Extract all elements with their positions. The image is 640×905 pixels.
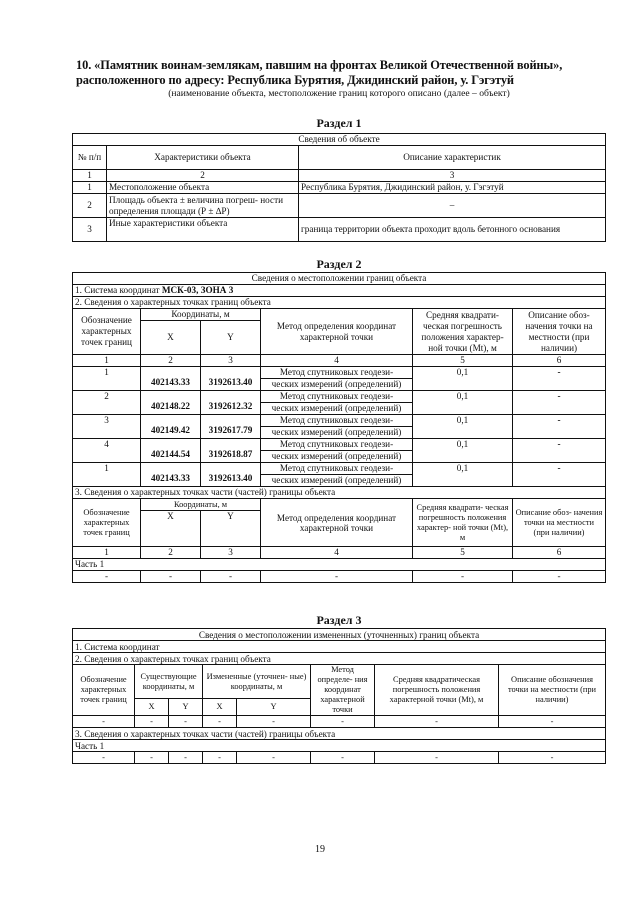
part-cell: - — [375, 752, 499, 764]
section3-table — [72, 628, 606, 764]
index-cell: 6 — [513, 355, 606, 367]
existing-coords-header: Существующие координаты, м — [135, 665, 203, 699]
part-cell: - — [513, 571, 606, 583]
point-method-line2: ческих измерений (определений) — [261, 402, 412, 414]
point-description: - — [513, 415, 606, 439]
section1-table — [72, 133, 606, 242]
changed-coords-header: Измененные (уточнен- ные) координаты, м — [203, 665, 311, 699]
point-number: 1 — [73, 367, 141, 391]
coordinate-system-label: 1. Система координат — [73, 641, 606, 653]
part-cell: - — [237, 752, 311, 764]
x-header: X — [141, 511, 201, 547]
point-number: 1 — [73, 463, 141, 487]
point-x: 402143.33 — [141, 367, 201, 391]
table-row — [73, 463, 606, 487]
cell: - — [203, 716, 237, 728]
part-cell: - — [413, 571, 513, 583]
col-description-header: Описание характеристик — [299, 146, 606, 170]
row-characteristic: Иные характеристики объекта — [107, 218, 299, 242]
table-row — [73, 391, 606, 415]
description-header: Описание обоз- начения точки на местности (при наличии) — [513, 309, 606, 355]
coordinate-system-value: МСК-03, ЗОНА 3 — [161, 285, 234, 295]
point-y: 3192618.87 — [201, 439, 261, 463]
table-row — [73, 716, 606, 728]
point-number: 4 — [73, 439, 141, 463]
coordinates-header: Координаты, м — [141, 309, 261, 321]
row-characteristic: Местоположение объекта — [107, 182, 299, 194]
point-error: 0,1 — [413, 463, 513, 487]
point-description: - — [513, 463, 606, 487]
designation-header: Обозначение характерных точек границ — [73, 309, 141, 355]
method-header: Метод определения координат характерной точки — [261, 309, 413, 355]
part-cell: - — [311, 752, 375, 764]
part-cell: - — [141, 571, 201, 583]
point-method-line2: ческих измерений (определений) — [261, 474, 412, 486]
row-description: – — [299, 194, 606, 218]
description-header: Описание обоз- начения точки на местности (при наличии) — [513, 499, 606, 547]
index-cell: 2 — [107, 170, 299, 182]
cell: - — [169, 716, 203, 728]
error-header: Средняя квадрати- ческая погрешность положения характер- ной точки (Mt), м — [413, 309, 513, 355]
point-method-line1: Метод спутниковых геодези- — [279, 391, 394, 401]
col-characteristics-header: Характеристики объекта — [107, 146, 299, 170]
section1-title: Раздел 1 — [316, 116, 362, 130]
table-row — [73, 752, 606, 764]
point-error: 0,1 — [413, 367, 513, 391]
part-cell: - — [169, 752, 203, 764]
index-cell: 2 — [141, 547, 201, 559]
coordinate-system-label: 1. Система координат — [75, 285, 160, 295]
point-y: 3192612.32 — [201, 391, 261, 415]
index-cell: 3 — [200, 355, 260, 366]
point-number: 3 — [73, 415, 141, 439]
part-label: Часть 1 — [73, 740, 606, 752]
index-cell — [141, 355, 261, 367]
point-method-line1: Метод спутниковых геодези- — [279, 439, 394, 449]
point-description: - — [513, 367, 606, 391]
index-cell: 6 — [513, 547, 606, 559]
part-cell: - — [201, 571, 261, 583]
point-error: 0,1 — [413, 415, 513, 439]
index-cell: 4 — [261, 547, 413, 559]
x-header: X — [203, 699, 237, 716]
index-cell: 2 — [168, 355, 173, 365]
designation-header: Обозначение характерных точек границ — [73, 665, 135, 716]
row-number: 3 — [73, 218, 107, 242]
row-description: Республика Бурятия, Джидинский район, у. Гэгэтуй — [299, 182, 606, 194]
point-x: 402144.54 — [141, 439, 201, 463]
x-header: X — [141, 321, 201, 355]
table-row — [73, 367, 606, 391]
y-header: Y — [237, 699, 311, 716]
heading-caption: (наименование объекта, местоположение границ которого описано (далее – объект) — [168, 88, 510, 99]
section3-title: Раздел 3 — [316, 613, 362, 627]
index-cell: 1 — [73, 355, 141, 367]
document-page — [72, 58, 606, 764]
point-method-line1: Метод спутниковых геодези- — [279, 415, 394, 425]
point-method-line2: ческих измерений (определений) — [261, 378, 412, 390]
cell: - — [375, 716, 499, 728]
designation-header: Обозначение характерных точек границ — [73, 499, 141, 547]
cell: - — [237, 716, 311, 728]
points-title: 2. Сведения о характерных точках границ объекта — [73, 297, 606, 309]
section1-table-title: Сведения об объекте — [73, 134, 606, 146]
row-number: 1 — [73, 182, 107, 194]
point-error: 0,1 — [413, 391, 513, 415]
table-row — [73, 571, 606, 583]
row-characteristic: Площадь объекта ± величина погреш- ности определения площади (Р ± ∆Р) — [107, 194, 299, 218]
x-header: X — [135, 699, 169, 716]
section3-table-title: Сведения о местоположении измененных (уточненных) границ объекта — [73, 629, 606, 641]
point-method — [261, 439, 413, 463]
part-cell: - — [135, 752, 169, 764]
parts-title: 3. Сведения о характерных точках части (частей) границы объекта — [73, 487, 606, 499]
error-header: Средняя квадрати- ческая погрешность положения характер- ной точки (Mt), м — [413, 499, 513, 547]
table-row — [73, 182, 606, 194]
index-cell: 5 — [413, 355, 513, 367]
point-y: 3192613.40 — [201, 367, 261, 391]
table-row — [73, 439, 606, 463]
point-method-line1: Метод спутниковых геодези- — [279, 367, 394, 377]
section2-title: Раздел 2 — [316, 257, 362, 271]
col-number-header: № п/п — [73, 146, 107, 170]
table-row — [73, 218, 606, 242]
page-number: 19 — [315, 844, 325, 855]
point-method — [261, 463, 413, 487]
coordinates-header: Координаты, м — [141, 499, 261, 511]
cell: - — [499, 716, 606, 728]
parts-title: 3. Сведения о характерных точках части (частей) границы объекта — [73, 728, 606, 740]
index-cell: 1 — [73, 547, 141, 559]
description-header: Описание обозначения точки на местности (при наличии) — [499, 665, 606, 716]
point-description: - — [513, 439, 606, 463]
method-header: Метод определе- ния координат характерной точки — [311, 665, 375, 716]
row-description: граница территории объекта проходит вдоль бетонного основания — [299, 218, 606, 242]
point-description: - — [513, 391, 606, 415]
error-header: Средняя квадратическая погрешность положения характерной точки (Mt), м — [375, 665, 499, 716]
point-number: 2 — [73, 391, 141, 415]
document-heading-line1: 10. «Памятник воинам-землякам, павшим на фронтах Великой Отечественной войны», — [76, 58, 563, 72]
point-method-line2: ческих измерений (определений) — [261, 426, 412, 438]
part-cell: - — [261, 571, 413, 583]
point-x: 402149.42 — [141, 415, 201, 439]
points-body — [73, 367, 606, 487]
cell: - — [135, 716, 169, 728]
index-cell: 3 — [299, 170, 606, 182]
row-number: 2 — [73, 194, 107, 218]
point-method-line1: Метод спутниковых геодези- — [279, 463, 394, 473]
part-cell: - — [203, 752, 237, 764]
points-title: 2. Сведения о характерных точках границ объекта — [73, 653, 606, 665]
document-heading-line2: расположенного по адресу: Республика Бурятия, Джидинский район, у. Гэгэтуй — [76, 73, 514, 87]
section2-table — [72, 272, 606, 583]
point-x: 402143.33 — [141, 463, 201, 487]
point-y: 3192613.40 — [201, 463, 261, 487]
method-header: Метод определения координат характерной точки — [261, 499, 413, 547]
y-header: Y — [201, 511, 261, 547]
table-row — [73, 415, 606, 439]
index-cell: 4 — [261, 355, 413, 367]
point-error: 0,1 — [413, 439, 513, 463]
coordinate-system-row — [73, 285, 606, 297]
point-method-line2: ческих измерений (определений) — [261, 450, 412, 462]
part-cell: - — [73, 571, 141, 583]
cell: - — [311, 716, 375, 728]
point-y: 3192617.79 — [201, 415, 261, 439]
table-row — [73, 194, 606, 218]
index-cell: 1 — [73, 170, 107, 182]
point-method — [261, 391, 413, 415]
point-method — [261, 367, 413, 391]
section2-table-title: Сведения о местоположении границ объекта — [73, 273, 606, 285]
point-method — [261, 415, 413, 439]
index-cell: 5 — [413, 547, 513, 559]
part-label: Часть 1 — [73, 559, 606, 571]
y-header: Y — [201, 321, 261, 355]
cell: - — [73, 716, 135, 728]
part-cell: - — [499, 752, 606, 764]
index-cell: 3 — [201, 547, 261, 559]
part-cell: - — [73, 752, 135, 764]
y-header: Y — [169, 699, 203, 716]
point-x: 402148.22 — [141, 391, 201, 415]
